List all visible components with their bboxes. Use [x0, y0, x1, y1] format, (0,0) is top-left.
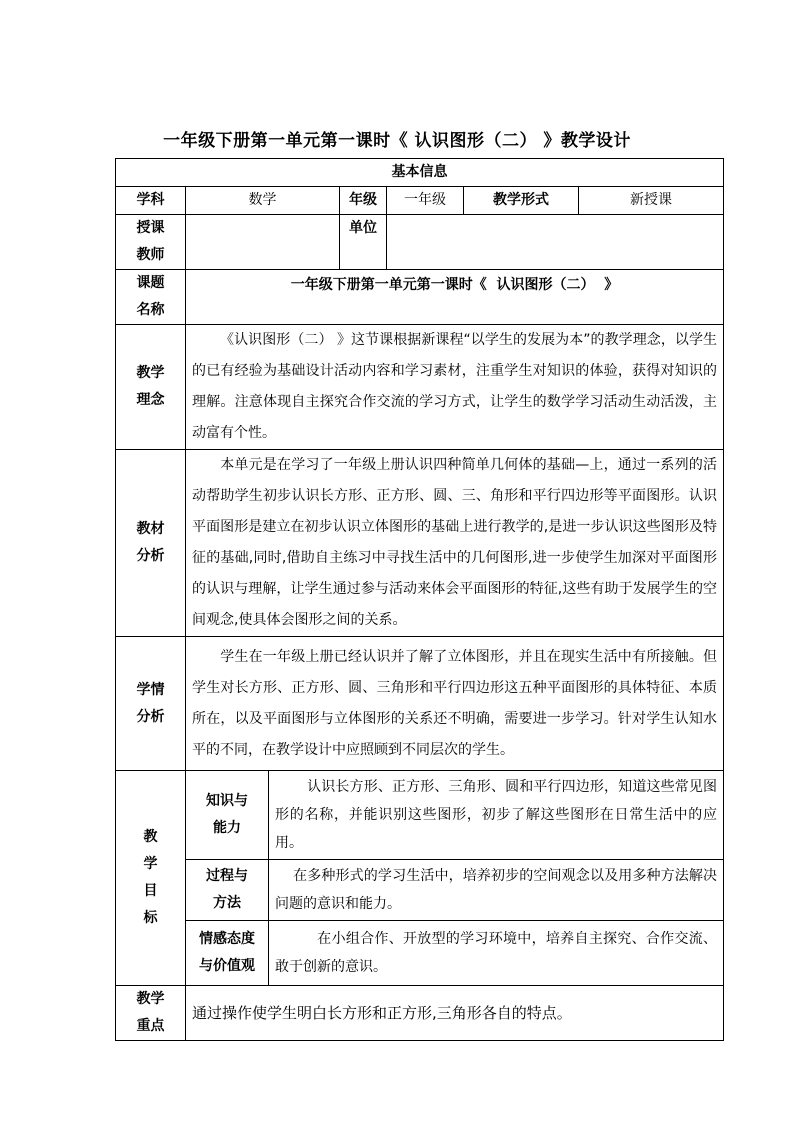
- goals-label: [116, 771, 186, 986]
- knowledge-text: 认识长方形、正方形、三角形、圆和平行四边形，知道这些常见图形的名称，并能识别这些图形，初步了解这些图形在日常生活中的应用。: [275, 779, 718, 851]
- document-title: 一年级下册第一单元第一课时《 认识图形（二） 》教学设计: [163, 131, 631, 151]
- subject-row: [116, 187, 724, 215]
- material-text-cell: [186, 450, 724, 637]
- process-label-line1: 过程与: [206, 868, 248, 884]
- knowledge-label: [186, 771, 269, 860]
- teacher-label: [116, 215, 186, 270]
- students-label: [116, 637, 186, 771]
- philosophy-label: [116, 325, 186, 450]
- emotion-text-cell: [269, 921, 724, 986]
- material-row: [116, 450, 724, 637]
- philosophy-label-line2: 理念: [136, 392, 165, 408]
- subject-label: 学科: [116, 187, 186, 215]
- students-row: [116, 637, 724, 771]
- form-label: 教学形式: [464, 187, 579, 215]
- teacher-label-line2: 教师: [136, 247, 165, 263]
- process-label-line2: 方法: [213, 895, 241, 911]
- process-text: 在多种形式的学习生活中，培养初步的空间观念以及用多种方法解决问题的意识和能力。: [275, 868, 718, 912]
- form-value: 新授课: [579, 187, 724, 215]
- lesson-plan-table: [115, 158, 724, 1041]
- goals-label-char2: 学: [143, 856, 158, 872]
- process-text-cell: [269, 860, 724, 921]
- students-text: 学生在一年级上册已经认识并了解了立体图形，并且在现实生活中有所接触。但学生对长方形、正方形、圆、三角形和平行四边形这五种平面图形的具体特征、本质所在，以及平面图形与立体图形的关系还不明确，需要进一步学习。针对学生认知水平的不同，在教学设计中应照顾到不同层次的学生。: [192, 648, 718, 758]
- lesson-name-value: 一年级下册第一单元第一课时《 认识图形（二） 》: [186, 270, 724, 325]
- students-label-line2: 分析: [136, 708, 165, 725]
- teacher-label-line1: 授课: [136, 220, 165, 236]
- teacher-row: [116, 215, 724, 270]
- philosophy-text-cell: [186, 325, 724, 450]
- goals-label-char3: 目: [143, 883, 158, 899]
- key-point-row: [116, 986, 724, 1041]
- material-label-line1: 教材: [136, 521, 165, 537]
- students-label-line1: 学情: [136, 681, 165, 698]
- key-point-label-line1: 教学: [136, 991, 165, 1007]
- knowledge-label-line1: 知识与: [206, 793, 248, 809]
- grade-value: 一年级: [387, 187, 464, 215]
- key-point-label-line2: 重点: [136, 1018, 165, 1034]
- grade-label: 年级: [340, 187, 387, 215]
- knowledge-text-cell: [269, 771, 724, 860]
- unit-label: 单位: [340, 215, 387, 270]
- goals-label-char1: 教: [143, 829, 158, 845]
- goal-process-row: [116, 860, 724, 921]
- key-point-text: 通过操作使学生明白长方形和正方形,三角形各自的特点。: [186, 986, 724, 1041]
- emotion-label-line1: 情感态度: [199, 931, 255, 947]
- lesson-name-label-line2: 名称: [136, 302, 165, 318]
- goals-label-char4: 标: [143, 910, 158, 926]
- subject-value: 数学: [186, 187, 340, 215]
- emotion-text: 在小组合作、开放型的学习环境中，培养自主探究、合作交流、敢于创新的意识。: [275, 931, 718, 975]
- material-label-line2: 分析: [136, 548, 165, 564]
- goal-knowledge-row: [116, 771, 724, 860]
- lesson-name-label-line1: 课题: [136, 275, 165, 291]
- philosophy-row: [116, 325, 724, 450]
- goal-emotion-row: [116, 921, 724, 986]
- philosophy-label-line1: 教学: [136, 365, 165, 381]
- material-text: 本单元是在学习了一年级上册认识四种简单几何体的基础—上，通过一系列的活动帮助学生初步认识长方形、正方形、圆、三、角形和平行四边形等平面图形。认识平面图形是建立在初步认识立体图形的基础上进行教学的,是进一步认识这些图形及特征的基础,同时,借助自主练习中寻找生活中的几何图形,进一步使学生加深对平面图形的认识与理解，让学生通过参与活动来体会平面图形的特征,这些有助于发展学生的空间观念,使具体会图形之间的关系。: [192, 457, 718, 628]
- basic-info-header: 基本信息: [116, 159, 724, 187]
- material-label: [116, 450, 186, 637]
- students-text-cell: [186, 637, 724, 771]
- lesson-name-row: [116, 270, 724, 325]
- philosophy-text: 《认识图形（二） 》这节课根据新课程“以学生的发展为本”的教学理念，以学生的已有经验为基础设计活动内容和学习素材，注重学生对知识的体验，获得对知识的理解。注意体现自主探究合作交流的学习方式，让学生的数学学习活动生动活泼，主动富有个性。: [192, 332, 718, 441]
- unit-value: [387, 215, 724, 270]
- knowledge-label-line2: 能力: [213, 820, 241, 836]
- teacher-value: [186, 215, 340, 270]
- emotion-label: [186, 921, 269, 986]
- emotion-label-line2: 与价值观: [199, 958, 255, 974]
- process-label: [186, 860, 269, 921]
- key-point-label: [116, 986, 186, 1041]
- lesson-name-label: [116, 270, 186, 325]
- basic-info-row: [116, 159, 724, 187]
